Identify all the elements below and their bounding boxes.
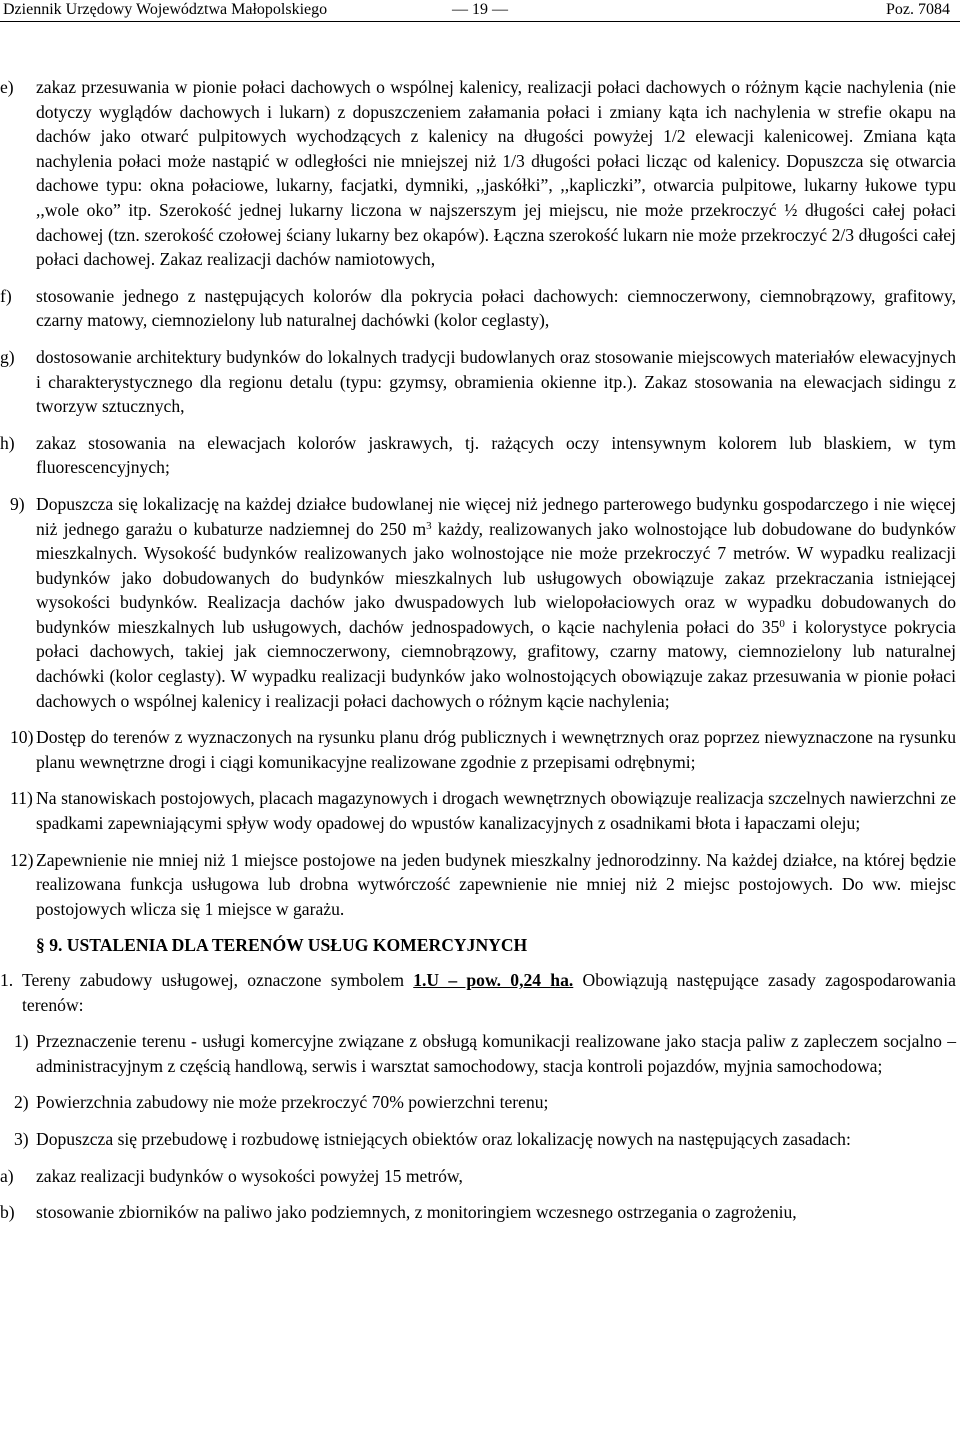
document-body [0,75,956,1225]
rule-3-label: 3) [14,1128,29,1149]
item-e-text: zakaz przesuwania w pionie połaci dachowych o wspólnej kalenicy, realizacji połaci dachowych o różnym kącie nachylenia (nie dotyczy wyglądów dachowych i lukarn) z dopuszczeniem załamania połaci i zmiany kąta ich nachylenia w strefie okapu na dachów jako otwarć pulpitowych wychodzących z kalenicy na długości powyżej 1/2 elewacji kalenicowej. Zmiana kąta nachylenia połaci może nastąpić w odległości nie mniejszej niż 1/3 długości połaci licząc od kalenicy. Dopuszcza się otwarcia dachowe typu: okna połaciowe, lukarny, facjatki, dymniki, ,,jaskółki”, ,,kapliczki”, otwarcia pulpitowe, lukarny łukowe typu ,,wole oko” itp. Szerokość jednej lukarny liczona w najszerszym jej miejscu, nie może przekroczyć ½ długości całej połaci dachowej (tzn. szerokość czołowej ściany lukarny bez okapów). Łączna szerokość lukarn nie może przekroczyć 2/3 długości całej połaci dachowej. Zakaz realizacji dachów namiotowych, [36,77,956,270]
item-g-text: dostosowanie architektury budynków do lokalnych tradycji budowlanych oraz stosowanie miejscowych materiałów elewacyjnych i charakterystycznego dla regionu detalu (typu: gzymsy, obramienia okienne itp.). Zakaz stosowania na elewacjach sidingu z tworzyw sztucznych, [36,346,956,417]
item-12-label: 12) [10,849,34,870]
rule-3-text: Dopuszcza się przebudowę i rozbudowę istniejących obiektów oraz lokalizację nowych na następujących zasadach: [36,1128,851,1149]
position-number: Poz. 7084 [886,1,950,18]
superscript-cubic: 3 [426,519,432,532]
item-11-label: 11) [10,788,33,809]
rule-3b-text: stosowanie zbiorników na paliwo jako podziemnych, z monitoringiem wczesnego ostrzegania o zagrożeniu, [36,1202,797,1223]
item-11 [0,786,956,835]
rule-3a-label: a) [0,1165,14,1186]
rule-3 [0,1127,956,1152]
zone-symbol: 1.U – pow. 0,24 ha. [413,970,574,990]
rule-3a [0,1164,956,1189]
item-11-text: Na stanowiskach postojowych, placach magazynowych i drogach wewnętrznych obowiązuje realizacja szczelnych nawierzchni ze spadkami zapewniającymi spływ wody opadowej do wpustów kanalizacyjnych z osadnikami błota i łapaczami oleju; [36,788,956,834]
item-g [0,345,956,419]
item-h-text: zakaz stosowania na elewacjach kolorów jaskrawych, tj. rażących oczy intensywnym kolorem lub blaskiem, w tym fluorescencyjnych; [36,432,956,478]
item-g-label: g) [0,346,15,367]
rule-3b-label: b) [0,1202,15,1223]
item-9-text-a: Dopuszcza się lokalizację na każdej działce budowlanej nie więcej niż jednego parterowego budynku gospodarczego i nie więcej niż jednego garażu o kubaturze nadziemnej do 250 m [36,493,956,539]
journal-title: Dziennik Urzędowy Województwa Małopolskiego [3,1,328,18]
item-f [0,284,956,333]
header-rule [0,21,960,22]
section-item-1-text-a: Tereny zabudowy usługowej, oznaczone symbolem [22,970,414,990]
section-item-1-text-b: Obowiązują następujące zasady zagospodarowania terenów: [22,970,956,1015]
section-item-1 [0,968,956,1017]
item-10-text: Dostęp do terenów z wyznaczonych na rysunku planu dróg publicznych i wewnętrznych oraz poprzez niewyznaczone na rysunku planu wewnętrzne drogi i ciągi komunikacyjne realizowane zgodnie z przepisami odrębnymi; [36,727,956,772]
item-e-label: e) [0,77,14,97]
superscript-degree: 0 [779,617,785,630]
item-9 [0,492,956,713]
page-header [0,0,960,24]
rule-1-label: 1) [14,1031,29,1052]
item-f-text: stosowanie jednego z następujących kolorów dla pokrycia połaci dachowych: ciemnoczerwony, ciemnobrązowy, grafitowy, czarny matowy, ciemnozielony lub naturalnej dachówki (kolor ceglasty), [36,285,956,331]
item-h [0,431,956,480]
rule-2-text: Powierzchnia zabudowy nie może przekroczyć 70% powierzchni terenu; [36,1092,549,1113]
item-10-label: 10) [10,727,34,748]
item-12 [0,848,956,922]
section-heading: § 9. USTALENIA DLA TERENÓW USŁUG KOMERCYJNYCH [36,935,528,956]
item-9-text-c: i kolorystyce pokrycia połaci dachowych, takiej jak ciemnoczerwony, ciemnobrązowy, grafitowy, czarny matowy, ciemnozielony lub naturalnej dachówki (kolor ceglasty). W wypadku realizacji budynków jako wolnostojących obowiązuje zakaz przesuwania w pionie połaci dachowych o wspólnej kalenicy i realizacji połaci dachowych o różnym kącie nachylenia; [36,616,956,711]
page-number: — 19 — [452,1,508,18]
rule-3b [0,1200,956,1225]
item-9-text-b: każdy, realizowanych jako wolnostojące lub dobudowane do budynków mieszkalnych. Wysokość budynków realizowanych jako wolnostojące nie może przekroczyć 7 metrów. W wypadku realizacji budynków jako dobudowanych do budynków mieszkalnych lub usługowych obowiązuje zakaz przekraczania istniejącej wysokości budynków. Realizacja dachów jako dwuspadowych lub wielopołaciowych oraz w wypadku dobudowanych do budynków mieszkalnych lub usługowych, dachów jednospadowych, o kącie nachylenia połaci do 35 [36,518,956,637]
rule-2-label: 2) [14,1092,29,1113]
rule-3a-text: zakaz realizacji budynków o wysokości powyżej 15 metrów, [36,1165,463,1186]
item-9-label: 9) [10,493,25,514]
item-12-text: Zapewnienie nie mniej niż 1 miejsce postojowe na jeden budynek mieszkalny jednorodzinny. Na każdej działce, na której będzie realizowana funkcja usługowa lub drobna wytwórczość zapewnienie nie mniej niż 2 miejsc postojowych. Do ww. miejsc postojowych wlicza się 1 miejsce w garażu. [36,849,956,919]
rule-2 [0,1090,956,1115]
rule-1 [0,1029,956,1078]
item-h-label: h) [0,432,15,453]
item-e [0,75,956,272]
section-item-1-label: 1. [0,970,14,990]
item-10 [0,725,956,774]
item-f-label: f) [0,285,12,306]
rule-1-text: Przeznaczenie terenu - usługi komercyjne związane z obsługą komunikacji realizowane jako stacja paliw z zapleczem socjalno – administracyjnym z częścią handlową, serwis i warsztat samochodowy, stacja kontroli pojazdów, myjnia samochodowa; [36,1031,956,1076]
